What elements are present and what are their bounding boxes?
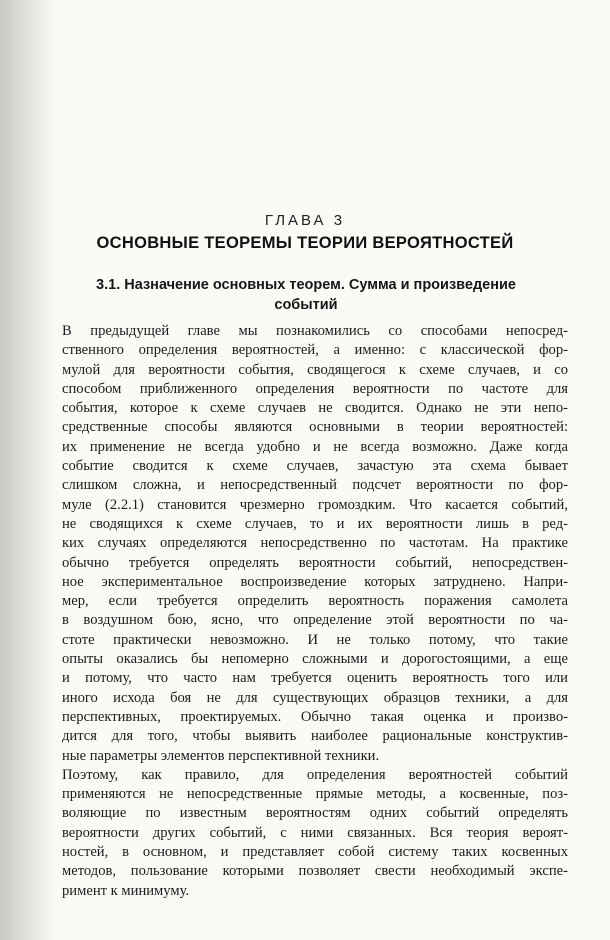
text-line: ное экспериментальное воспроизведение которых затруднено. Напри- [62, 573, 568, 590]
body-text [62, 322, 568, 901]
text-line: вероятности других событий, с ними связанных. Вся теория вероят- [62, 824, 568, 841]
text-line: римент к минимуму. [62, 882, 190, 899]
text-line: методов, пользование которыми позволяет свести необходимый экспе- [62, 863, 568, 880]
text-line: ственного определения вероятностей, а именно: с классической фор- [62, 342, 568, 359]
text-line: ностей, в основном, и представляет собой систему таких косвенных [62, 844, 568, 861]
text-line: воляющие по известным вероятностям одних событий определять [62, 805, 568, 822]
text-line: их применение не всегда удобно и не всегда возможно. Даже когда [62, 438, 568, 455]
section-heading-line-2: событий [274, 297, 338, 313]
section-heading-line-1: 3.1. Назначение основных теорем. Сумма и произведение [96, 277, 516, 293]
text-line: мер, если требуется определить вероятность поражения самолета [62, 593, 568, 610]
text-line: обычно требуется определять вероятности событий, непосредствен- [62, 554, 568, 571]
text-line: перспективных, проектируемых. Обычно такая оценка и произво- [62, 708, 568, 725]
text-line: применяются не непосредственные прямые методы, а косвенные, поз- [62, 786, 568, 803]
text-line: Поэтому, как правило, для определения вероятностей событий [62, 766, 568, 783]
text-line: в воздушном бою, ясно, что определение этой вероятности по ча- [62, 612, 568, 629]
paragraph [62, 322, 568, 766]
text-line: опыты оказались бы непомерно сложными и дорогостоящими, а еще [62, 651, 568, 668]
text-line: и потому, что часто нам требуется оценить вероятность того или [62, 670, 568, 687]
text-line: иного исхода боя не для существующих образцов техники, а для [62, 689, 568, 706]
text-line: событие сводится к схеме случаев, зачастую эта схема бывает [62, 458, 568, 475]
text-line: ные параметры элементов перспективной техники. [62, 747, 380, 764]
text-line: средственные способы являются основными в теории вероятностей: [62, 419, 568, 436]
paragraph [62, 766, 568, 901]
chapter-label: ГЛАВА 3 [264, 212, 346, 229]
text-line: ких случаях определяются непосредственно по частотам. На практике [62, 535, 568, 552]
text-line: слишком сложна, и непосредственный подсчет вероятности по фор- [62, 477, 568, 494]
chapter-title: ОСНОВНЫЕ ТЕОРЕМЫ ТЕОРИИ ВЕРОЯТНОСТЕЙ [96, 234, 514, 252]
text-line: не сводящихся к схеме случаев, то и их вероятности лишь в ред- [62, 515, 568, 532]
text-line: стоте практически невозможно. И не только потому, что такие [62, 631, 568, 648]
text-line: события, которое к схеме случаев не сводится. Однако не эти непо- [62, 400, 568, 417]
text-line: муле (2.2.1) становится чрезмерно громоздким. Что касается событий, [62, 496, 568, 513]
text-line: мулой для вероятности события, сводящегося к схеме случаев, и со [62, 361, 568, 378]
text-line: дится для того, чтобы выявить наиболее рациональные конструктив- [62, 728, 568, 745]
text-line: В предыдущей главе мы познакомились со способами непосред- [62, 323, 568, 339]
section-heading [66, 275, 546, 315]
text-line: способом приближенного определения вероятности по частоте для [62, 380, 568, 397]
